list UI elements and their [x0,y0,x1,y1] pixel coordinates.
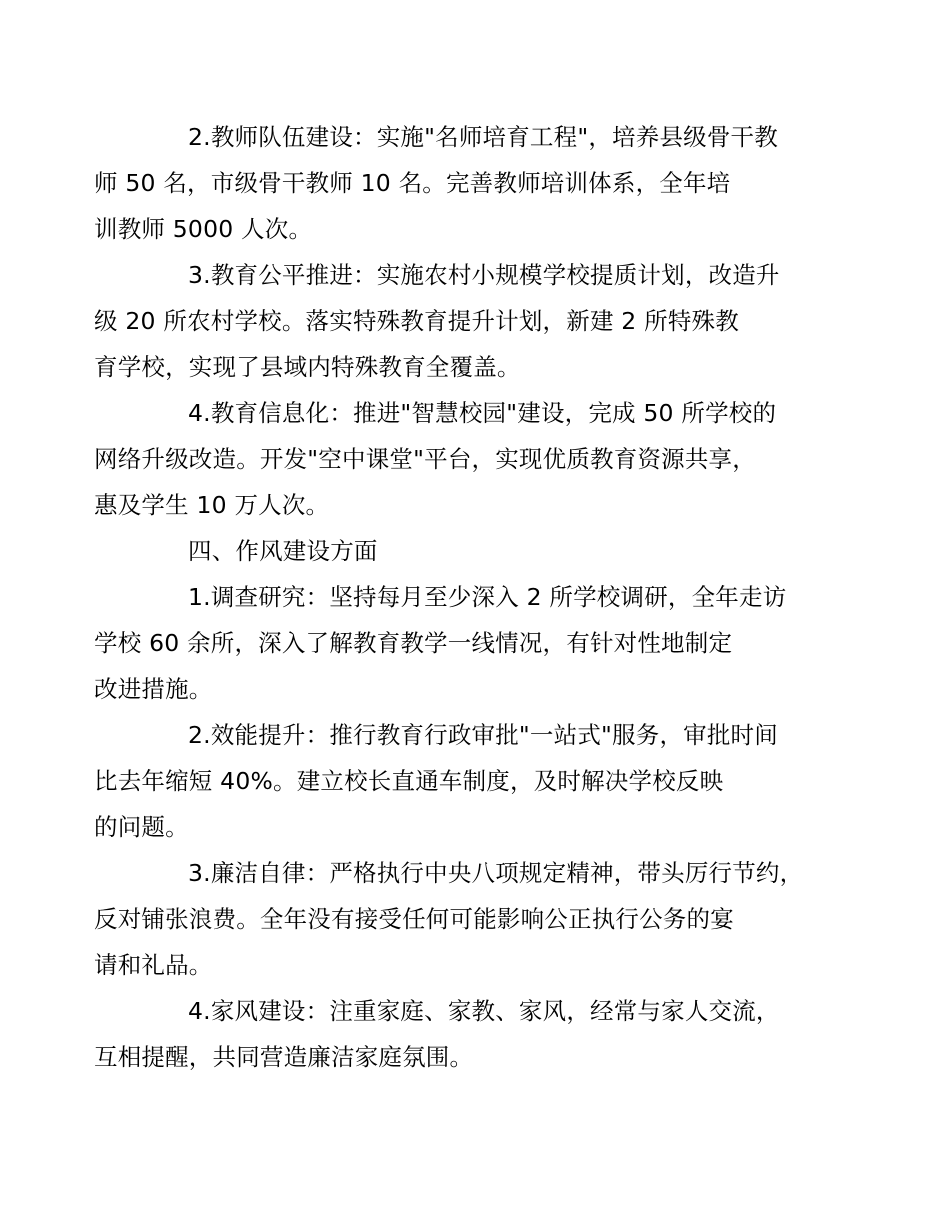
paragraph-line: 级 20 所农村学校。落实特殊教育提升计划，新建 2 所特殊教 [94,307,739,335]
section-heading [141,528,831,574]
paragraph-line: 师 50 名，市级骨干教师 10 名。完善教师培训体系，全年培 [94,169,731,197]
paragraph-line: 比去年缩短 40%。建立校长直通车制度，及时解决学校反映 [94,767,724,795]
paragraph-education-informatization [94,390,831,528]
paragraph-line: 网络升级改造。开发"空中课堂"平台，实现优质教育资源共享， [94,445,756,473]
paragraph-line: 2.效能提升：推行教育行政审批"一站式"服务，审批时间 [188,721,778,749]
paragraph-line: 训教师 5000 人次。 [94,215,313,243]
paragraph-line: 请和礼品。 [94,951,213,979]
paragraph-line: 1.调查研究：坚持每月至少深入 2 所学校调研，全年走访 [188,583,787,611]
paragraph-integrity [94,850,831,988]
paragraph-line: 3.廉洁自律：严格执行中央八项规定精神，带头厉行节约， [188,859,804,887]
paragraph-education-equity [94,252,831,390]
paragraph-line: 反对铺张浪费。全年没有接受任何可能影响公正执行公务的宴 [94,905,734,933]
paragraph-line: 惠及学生 10 万人次。 [94,491,330,519]
paragraph-line: 的问题。 [94,813,189,841]
paragraph-teacher-team [94,114,831,252]
heading-text: 四、作风建设方面 [188,537,378,565]
paragraph-line: 2.教师队伍建设：实施"名师培育工程"，培养县级骨干教 [188,123,778,151]
paragraph-line: 4.家风建设：注重家庭、家教、家风，经常与家人交流， [188,997,780,1025]
paragraph-line: 互相提醒，共同营造廉洁家庭氛围。 [94,1043,474,1071]
document-body [94,114,831,1080]
paragraph-line: 学校 60 余所，深入了解教育教学一线情况，有针对性地制定 [94,629,733,657]
paragraph-line: 改进措施。 [94,675,213,703]
paragraph-line: 育学校，实现了县域内特殊教育全覆盖。 [94,353,521,381]
paragraph-family-style [94,988,831,1080]
paragraph-line: 3.教育公平推进：实施农村小规模学校提质计划，改造升 [188,261,780,289]
paragraph-investigation [94,574,831,712]
paragraph-line: 4.教育信息化：推进"智慧校园"建设，完成 50 所学校的 [188,399,777,427]
paragraph-efficiency [94,712,831,850]
